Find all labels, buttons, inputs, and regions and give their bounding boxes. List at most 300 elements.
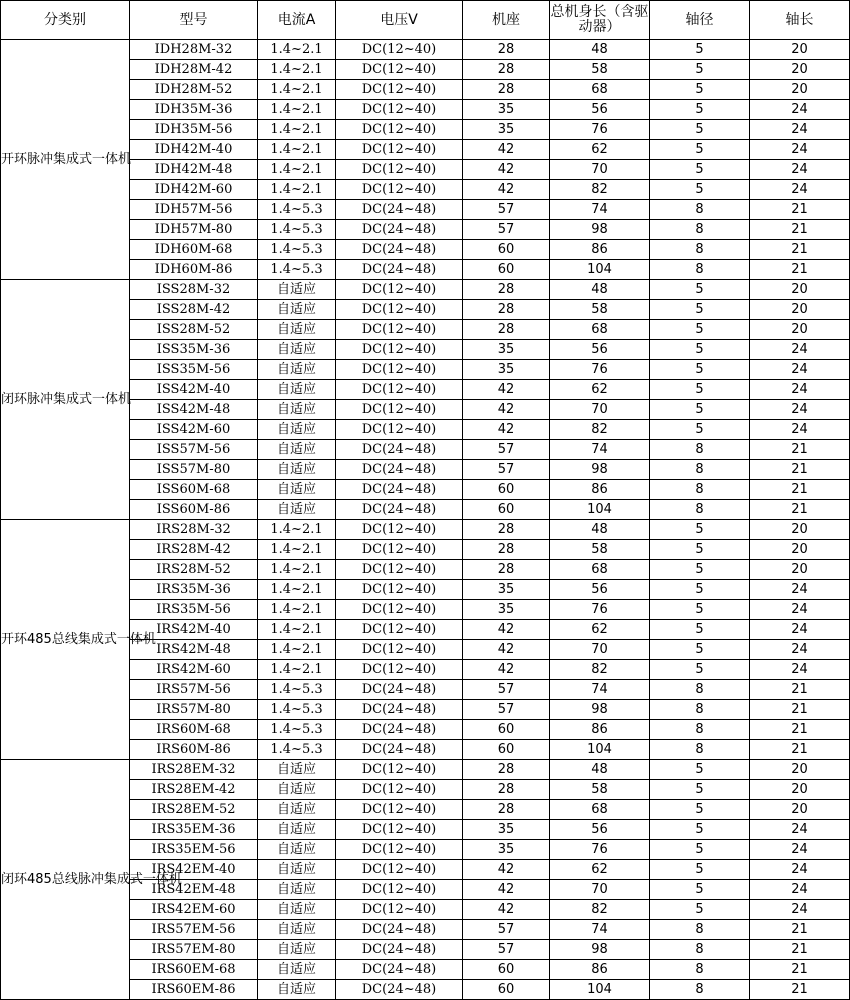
total-length-cell: 58: [550, 780, 650, 800]
shaft-length-cell: 24: [750, 620, 850, 640]
voltage-cell: DC(24~48): [336, 220, 463, 240]
total-length-cell: 86: [550, 720, 650, 740]
frame-cell: 35: [463, 600, 550, 620]
voltage-cell: DC(12~40): [336, 840, 463, 860]
shaft-diameter-cell: 8: [650, 480, 750, 500]
voltage-cell: DC(12~40): [336, 100, 463, 120]
total-length-cell: 98: [550, 940, 650, 960]
current-cell: 1.4~2.1: [258, 80, 336, 100]
shaft-diameter-cell: 5: [650, 340, 750, 360]
frame-cell: 60: [463, 260, 550, 280]
shaft-diameter-cell: 8: [650, 440, 750, 460]
total-length-cell: 104: [550, 980, 650, 1000]
current-cell: 自适应: [258, 980, 336, 1000]
total-length-cell: 48: [550, 280, 650, 300]
frame-cell: 42: [463, 180, 550, 200]
shaft-length-cell: 20: [750, 800, 850, 820]
current-cell: 自适应: [258, 480, 336, 500]
voltage-cell: DC(24~48): [336, 720, 463, 740]
voltage-cell: DC(12~40): [336, 800, 463, 820]
total-length-cell: 74: [550, 440, 650, 460]
shaft-diameter-cell: 8: [650, 260, 750, 280]
voltage-cell: DC(12~40): [336, 600, 463, 620]
total-length-cell: 48: [550, 520, 650, 540]
shaft-length-cell: 24: [750, 660, 850, 680]
shaft-length-cell: 24: [750, 640, 850, 660]
total-length-cell: 86: [550, 960, 650, 980]
shaft-diameter-cell: 5: [650, 140, 750, 160]
total-length-cell: 58: [550, 540, 650, 560]
model-cell: IDH60M-86: [130, 260, 258, 280]
table-row: [1, 40, 850, 60]
frame-cell: 60: [463, 480, 550, 500]
voltage-cell: DC(24~48): [336, 440, 463, 460]
header-voltage: 电压V: [336, 1, 463, 40]
total-length-cell: 68: [550, 560, 650, 580]
shaft-diameter-cell: 5: [650, 280, 750, 300]
total-length-cell: 56: [550, 820, 650, 840]
shaft-length-cell: 21: [750, 260, 850, 280]
current-cell: 1.4~2.1: [258, 620, 336, 640]
current-cell: 自适应: [258, 920, 336, 940]
voltage-cell: DC(12~40): [336, 760, 463, 780]
current-cell: 1.4~2.1: [258, 600, 336, 620]
shaft-length-cell: 21: [750, 960, 850, 980]
voltage-cell: DC(24~48): [336, 960, 463, 980]
shaft-diameter-cell: 5: [650, 760, 750, 780]
model-cell: IRS57M-80: [130, 700, 258, 720]
table-row: [1, 760, 850, 780]
model-cell: IDH28M-42: [130, 60, 258, 80]
total-length-cell: 82: [550, 900, 650, 920]
current-cell: 1.4~2.1: [258, 40, 336, 60]
model-cell: IDH60M-68: [130, 240, 258, 260]
total-length-cell: 62: [550, 140, 650, 160]
shaft-length-cell: 20: [750, 280, 850, 300]
shaft-diameter-cell: 5: [650, 520, 750, 540]
model-cell: IRS60EM-68: [130, 960, 258, 980]
voltage-cell: DC(12~40): [336, 80, 463, 100]
current-cell: 1.4~5.3: [258, 740, 336, 760]
shaft-diameter-cell: 8: [650, 680, 750, 700]
current-cell: 1.4~2.1: [258, 180, 336, 200]
shaft-diameter-cell: 5: [650, 400, 750, 420]
total-length-cell: 98: [550, 700, 650, 720]
shaft-length-cell: 24: [750, 360, 850, 380]
total-length-cell: 82: [550, 180, 650, 200]
voltage-cell: DC(12~40): [336, 120, 463, 140]
frame-cell: 28: [463, 320, 550, 340]
shaft-diameter-cell: 5: [650, 180, 750, 200]
voltage-cell: DC(12~40): [336, 60, 463, 80]
shaft-diameter-cell: 5: [650, 900, 750, 920]
shaft-diameter-cell: 5: [650, 660, 750, 680]
model-cell: ISS60M-86: [130, 500, 258, 520]
voltage-cell: DC(12~40): [336, 620, 463, 640]
model-cell: IRS35EM-36: [130, 820, 258, 840]
model-cell: ISS57M-80: [130, 460, 258, 480]
model-cell: IRS57EM-56: [130, 920, 258, 940]
frame-cell: 57: [463, 700, 550, 720]
total-length-cell: 68: [550, 80, 650, 100]
frame-cell: 57: [463, 940, 550, 960]
current-cell: 自适应: [258, 380, 336, 400]
shaft-diameter-cell: 5: [650, 300, 750, 320]
model-cell: ISS35M-36: [130, 340, 258, 360]
shaft-length-cell: 21: [750, 920, 850, 940]
frame-cell: 35: [463, 120, 550, 140]
voltage-cell: DC(12~40): [336, 560, 463, 580]
shaft-diameter-cell: 5: [650, 560, 750, 580]
model-cell: ISS28M-52: [130, 320, 258, 340]
total-length-cell: 58: [550, 300, 650, 320]
category-cell: 开环脉冲集成式一体机: [1, 40, 130, 280]
frame-cell: 57: [463, 680, 550, 700]
current-cell: 自适应: [258, 280, 336, 300]
frame-cell: 57: [463, 440, 550, 460]
model-cell: IRS28EM-52: [130, 800, 258, 820]
frame-cell: 42: [463, 880, 550, 900]
shaft-length-cell: 20: [750, 320, 850, 340]
frame-cell: 60: [463, 240, 550, 260]
shaft-length-cell: 20: [750, 760, 850, 780]
voltage-cell: DC(24~48): [336, 480, 463, 500]
voltage-cell: DC(24~48): [336, 980, 463, 1000]
model-cell: IDH35M-56: [130, 120, 258, 140]
shaft-length-cell: 21: [750, 680, 850, 700]
current-cell: 自适应: [258, 860, 336, 880]
shaft-length-cell: 24: [750, 900, 850, 920]
current-cell: 1.4~2.1: [258, 120, 336, 140]
shaft-length-cell: 24: [750, 100, 850, 120]
total-length-cell: 58: [550, 60, 650, 80]
current-cell: 自适应: [258, 760, 336, 780]
current-cell: 1.4~2.1: [258, 560, 336, 580]
frame-cell: 42: [463, 860, 550, 880]
shaft-diameter-cell: 8: [650, 920, 750, 940]
model-cell: IRS28EM-42: [130, 780, 258, 800]
frame-cell: 42: [463, 420, 550, 440]
current-cell: 自适应: [258, 900, 336, 920]
model-cell: IRS42EM-60: [130, 900, 258, 920]
current-cell: 自适应: [258, 840, 336, 860]
current-cell: 自适应: [258, 300, 336, 320]
shaft-length-cell: 24: [750, 340, 850, 360]
shaft-diameter-cell: 8: [650, 740, 750, 760]
shaft-length-cell: 21: [750, 500, 850, 520]
voltage-cell: DC(12~40): [336, 640, 463, 660]
model-cell: IRS57M-56: [130, 680, 258, 700]
total-length-cell: 76: [550, 600, 650, 620]
shaft-length-cell: 21: [750, 980, 850, 1000]
shaft-diameter-cell: 5: [650, 40, 750, 60]
shaft-length-cell: 24: [750, 140, 850, 160]
shaft-length-cell: 21: [750, 740, 850, 760]
model-cell: IRS28M-42: [130, 540, 258, 560]
model-cell: IRS42EM-40: [130, 860, 258, 880]
shaft-length-cell: 24: [750, 380, 850, 400]
total-length-cell: 76: [550, 840, 650, 860]
model-cell: IDH28M-52: [130, 80, 258, 100]
total-length-cell: 70: [550, 160, 650, 180]
model-cell: ISS57M-56: [130, 440, 258, 460]
shaft-diameter-cell: 5: [650, 320, 750, 340]
shaft-length-cell: 20: [750, 780, 850, 800]
frame-cell: 42: [463, 660, 550, 680]
header-model: 型号: [130, 1, 258, 40]
current-cell: 1.4~2.1: [258, 640, 336, 660]
frame-cell: 28: [463, 540, 550, 560]
total-length-cell: 48: [550, 760, 650, 780]
category-cell: 开环485总线集成式一体机: [1, 520, 130, 760]
shaft-diameter-cell: 8: [650, 240, 750, 260]
total-length-cell: 74: [550, 680, 650, 700]
current-cell: 自适应: [258, 880, 336, 900]
total-length-cell: 70: [550, 880, 650, 900]
shaft-diameter-cell: 5: [650, 60, 750, 80]
shaft-length-cell: 21: [750, 440, 850, 460]
frame-cell: 42: [463, 160, 550, 180]
total-length-cell: 68: [550, 320, 650, 340]
header-current: 电流A: [258, 1, 336, 40]
model-cell: IDH42M-48: [130, 160, 258, 180]
frame-cell: 57: [463, 920, 550, 940]
shaft-length-cell: 24: [750, 820, 850, 840]
header-total-length: 总机身长（含驱动器）: [550, 1, 650, 40]
current-cell: 1.4~5.3: [258, 720, 336, 740]
current-cell: 1.4~2.1: [258, 160, 336, 180]
voltage-cell: DC(12~40): [336, 380, 463, 400]
voltage-cell: DC(24~48): [336, 680, 463, 700]
frame-cell: 28: [463, 780, 550, 800]
table-row: [1, 520, 850, 540]
frame-cell: 42: [463, 640, 550, 660]
model-cell: ISS28M-42: [130, 300, 258, 320]
header-shaft-diameter: 轴径: [650, 1, 750, 40]
total-length-cell: 56: [550, 580, 650, 600]
current-cell: 1.4~5.3: [258, 220, 336, 240]
total-length-cell: 76: [550, 360, 650, 380]
voltage-cell: DC(12~40): [336, 40, 463, 60]
voltage-cell: DC(12~40): [336, 900, 463, 920]
voltage-cell: DC(12~40): [336, 880, 463, 900]
frame-cell: 28: [463, 80, 550, 100]
frame-cell: 57: [463, 200, 550, 220]
total-length-cell: 70: [550, 640, 650, 660]
total-length-cell: 98: [550, 460, 650, 480]
category-cell: 闭环485总线脉冲集成式一体机: [1, 760, 130, 1000]
shaft-length-cell: 20: [750, 300, 850, 320]
shaft-length-cell: 21: [750, 700, 850, 720]
shaft-diameter-cell: 8: [650, 940, 750, 960]
current-cell: 自适应: [258, 360, 336, 380]
shaft-diameter-cell: 5: [650, 380, 750, 400]
shaft-length-cell: 24: [750, 880, 850, 900]
model-cell: ISS42M-40: [130, 380, 258, 400]
voltage-cell: DC(12~40): [336, 360, 463, 380]
total-length-cell: 62: [550, 860, 650, 880]
table-row: [1, 280, 850, 300]
shaft-length-cell: 20: [750, 60, 850, 80]
frame-cell: 42: [463, 900, 550, 920]
frame-cell: 42: [463, 400, 550, 420]
shaft-length-cell: 24: [750, 400, 850, 420]
shaft-diameter-cell: 5: [650, 360, 750, 380]
total-length-cell: 86: [550, 240, 650, 260]
voltage-cell: DC(12~40): [336, 280, 463, 300]
model-cell: IRS35EM-56: [130, 840, 258, 860]
voltage-cell: DC(24~48): [336, 740, 463, 760]
frame-cell: 60: [463, 500, 550, 520]
model-cell: IRS42EM-48: [130, 880, 258, 900]
category-cell: 闭环脉冲集成式一体机: [1, 280, 130, 520]
shaft-length-cell: 21: [750, 220, 850, 240]
voltage-cell: DC(12~40): [336, 660, 463, 680]
shaft-length-cell: 20: [750, 520, 850, 540]
current-cell: 自适应: [258, 320, 336, 340]
frame-cell: 28: [463, 60, 550, 80]
current-cell: 自适应: [258, 420, 336, 440]
shaft-diameter-cell: 5: [650, 540, 750, 560]
model-cell: ISS35M-56: [130, 360, 258, 380]
shaft-length-cell: 20: [750, 560, 850, 580]
voltage-cell: DC(12~40): [336, 300, 463, 320]
shaft-diameter-cell: 8: [650, 500, 750, 520]
voltage-cell: DC(24~48): [336, 940, 463, 960]
frame-cell: 60: [463, 960, 550, 980]
shaft-length-cell: 20: [750, 80, 850, 100]
shaft-diameter-cell: 8: [650, 460, 750, 480]
model-cell: ISS42M-60: [130, 420, 258, 440]
shaft-length-cell: 21: [750, 480, 850, 500]
model-cell: IDH57M-80: [130, 220, 258, 240]
shaft-diameter-cell: 5: [650, 840, 750, 860]
shaft-length-cell: 24: [750, 120, 850, 140]
shaft-diameter-cell: 5: [650, 780, 750, 800]
voltage-cell: DC(12~40): [336, 520, 463, 540]
model-cell: IDH42M-40: [130, 140, 258, 160]
shaft-diameter-cell: 5: [650, 880, 750, 900]
model-cell: IRS60EM-86: [130, 980, 258, 1000]
shaft-diameter-cell: 8: [650, 980, 750, 1000]
current-cell: 自适应: [258, 460, 336, 480]
voltage-cell: DC(12~40): [336, 540, 463, 560]
total-length-cell: 74: [550, 200, 650, 220]
current-cell: 自适应: [258, 800, 336, 820]
frame-cell: 28: [463, 40, 550, 60]
model-cell: IRS28M-52: [130, 560, 258, 580]
shaft-length-cell: 24: [750, 860, 850, 880]
frame-cell: 42: [463, 380, 550, 400]
voltage-cell: DC(12~40): [336, 180, 463, 200]
header-row: [1, 1, 850, 40]
total-length-cell: 62: [550, 620, 650, 640]
voltage-cell: DC(12~40): [336, 320, 463, 340]
total-length-cell: 56: [550, 340, 650, 360]
current-cell: 自适应: [258, 440, 336, 460]
frame-cell: 35: [463, 100, 550, 120]
model-cell: IRS28EM-32: [130, 760, 258, 780]
frame-cell: 60: [463, 720, 550, 740]
voltage-cell: DC(24~48): [336, 260, 463, 280]
frame-cell: 28: [463, 800, 550, 820]
model-cell: IDH28M-32: [130, 40, 258, 60]
voltage-cell: DC(24~48): [336, 920, 463, 940]
current-cell: 1.4~2.1: [258, 140, 336, 160]
shaft-length-cell: 24: [750, 580, 850, 600]
current-cell: 自适应: [258, 780, 336, 800]
voltage-cell: DC(12~40): [336, 160, 463, 180]
shaft-diameter-cell: 5: [650, 80, 750, 100]
model-cell: IRS28M-32: [130, 520, 258, 540]
header-shaft-length: 轴长: [750, 1, 850, 40]
total-length-cell: 76: [550, 120, 650, 140]
current-cell: 自适应: [258, 960, 336, 980]
voltage-cell: DC(12~40): [336, 820, 463, 840]
total-length-cell: 82: [550, 420, 650, 440]
shaft-length-cell: 21: [750, 240, 850, 260]
shaft-diameter-cell: 5: [650, 420, 750, 440]
shaft-diameter-cell: 8: [650, 960, 750, 980]
frame-cell: 35: [463, 580, 550, 600]
shaft-diameter-cell: 8: [650, 700, 750, 720]
current-cell: 1.4~2.1: [258, 580, 336, 600]
header-frame: 机座: [463, 1, 550, 40]
current-cell: 自适应: [258, 940, 336, 960]
total-length-cell: 104: [550, 740, 650, 760]
frame-cell: 57: [463, 220, 550, 240]
voltage-cell: DC(24~48): [336, 500, 463, 520]
total-length-cell: 104: [550, 260, 650, 280]
model-cell: IRS57EM-80: [130, 940, 258, 960]
total-length-cell: 62: [550, 380, 650, 400]
frame-cell: 28: [463, 560, 550, 580]
model-cell: IRS35M-56: [130, 600, 258, 620]
current-cell: 1.4~5.3: [258, 260, 336, 280]
frame-cell: 28: [463, 760, 550, 780]
current-cell: 1.4~2.1: [258, 660, 336, 680]
total-length-cell: 70: [550, 400, 650, 420]
frame-cell: 35: [463, 340, 550, 360]
shaft-length-cell: 24: [750, 420, 850, 440]
frame-cell: 35: [463, 360, 550, 380]
shaft-diameter-cell: 5: [650, 820, 750, 840]
frame-cell: 28: [463, 300, 550, 320]
current-cell: 1.4~2.1: [258, 100, 336, 120]
shaft-length-cell: 21: [750, 460, 850, 480]
shaft-diameter-cell: 5: [650, 800, 750, 820]
model-cell: IRS60M-68: [130, 720, 258, 740]
model-cell: IRS42M-60: [130, 660, 258, 680]
total-length-cell: 56: [550, 100, 650, 120]
shaft-length-cell: 21: [750, 940, 850, 960]
current-cell: 1.4~5.3: [258, 680, 336, 700]
model-cell: ISS60M-68: [130, 480, 258, 500]
shaft-diameter-cell: 5: [650, 580, 750, 600]
shaft-diameter-cell: 8: [650, 720, 750, 740]
voltage-cell: DC(12~40): [336, 860, 463, 880]
shaft-length-cell: 20: [750, 540, 850, 560]
voltage-cell: DC(12~40): [336, 340, 463, 360]
voltage-cell: DC(12~40): [336, 420, 463, 440]
header-category: 分类别: [1, 1, 130, 40]
table-header: [1, 1, 850, 40]
frame-cell: 28: [463, 520, 550, 540]
current-cell: 自适应: [258, 500, 336, 520]
current-cell: 1.4~5.3: [258, 700, 336, 720]
current-cell: 1.4~5.3: [258, 240, 336, 260]
model-cell: IDH57M-56: [130, 200, 258, 220]
